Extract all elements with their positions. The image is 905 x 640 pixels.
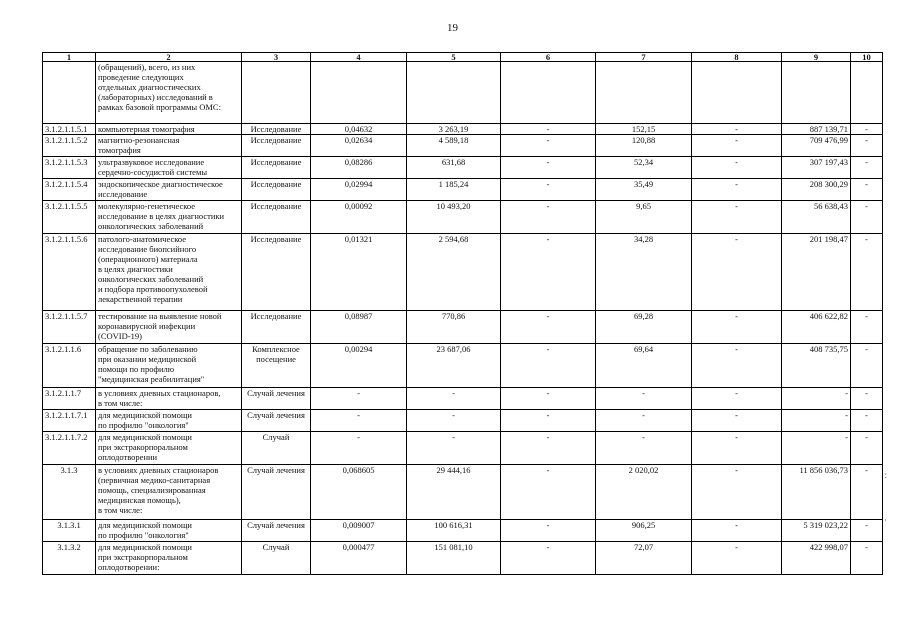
table-row — [43, 542, 883, 575]
row-name: патолого-анатомическое исследование биопсийного (операционного) материала в целях диагностики онкологических заболеваний и подбора противоопухолевой лекарственной терапии — [96, 234, 242, 311]
row-name: молекулярно-генетическое исследование в целях диагностики онкологических заболеваний — [96, 201, 242, 234]
row-name: для медицинской помощи по профилю "онкология" — [96, 410, 242, 432]
row-sum: 408 735,75 — [782, 344, 851, 388]
row-col7: 69,64 — [596, 344, 692, 388]
row-unit: Комплексное посещение — [242, 344, 311, 388]
row-name: ультразвуковое исследование сердечно-сосудистой системы — [96, 157, 242, 179]
row-name: (обращений), всего, из них проведение следующих отдельных диагностических (лабораторных) исследований в рамках базовой программы ОМС: — [96, 62, 242, 124]
row-sum: 11 856 036,73 — [782, 465, 851, 520]
row-cost: 29 444,16 — [407, 465, 501, 520]
column-header: 9 — [782, 53, 851, 62]
row-sum — [782, 62, 851, 124]
row-code: 3.1.2.1.1.5.5 — [43, 201, 96, 234]
row-col7: - — [596, 410, 692, 432]
row-cost: 3 263,19 — [407, 124, 501, 135]
row-name: для медицинской помощи по профилю "онкология" — [96, 520, 242, 542]
table-row — [43, 465, 883, 520]
row-col10: - — [851, 344, 883, 388]
row-cost: - — [407, 410, 501, 432]
row-code: 3.1.2.1.1.5.2 — [43, 135, 96, 157]
table-row — [43, 135, 883, 157]
row-code: 3.1.2.1.1.7 — [43, 388, 96, 410]
table-row — [43, 124, 883, 135]
row-code: 3.1.2.1.1.5.1 — [43, 124, 96, 135]
table-row — [43, 388, 883, 410]
row-col10: - — [851, 520, 883, 542]
row-sum: 201 198,47 — [782, 234, 851, 311]
row-col10: - — [851, 179, 883, 201]
row-col10: - — [851, 201, 883, 234]
row-unit — [242, 62, 311, 124]
row-cost: 770,86 — [407, 311, 501, 344]
column-header: 3 — [242, 53, 311, 62]
row-sum: 887 139,71 — [782, 124, 851, 135]
row-cost: 631,68 — [407, 157, 501, 179]
row-unit: Исследование — [242, 179, 311, 201]
row-name: в условиях дневных стационаров, в том числе: — [96, 388, 242, 410]
row-volume: 0,000477 — [311, 542, 407, 575]
row-unit: Случай лечения — [242, 388, 311, 410]
row-col6: - — [501, 388, 596, 410]
row-cost: 1 185,24 — [407, 179, 501, 201]
row-col6: - — [501, 124, 596, 135]
row-col6: - — [501, 157, 596, 179]
row-name: магнитно-резонансная томография — [96, 135, 242, 157]
table-row — [43, 157, 883, 179]
row-col6: - — [501, 234, 596, 311]
row-unit: Случай лечения — [242, 410, 311, 432]
row-col8: - — [692, 124, 782, 135]
row-volume: 0,08987 — [311, 311, 407, 344]
row-col8: - — [692, 465, 782, 520]
margin-mark: : — [884, 470, 887, 480]
row-col6: - — [501, 135, 596, 157]
row-col7: 9,65 — [596, 201, 692, 234]
row-col7 — [596, 62, 692, 124]
column-header: 6 — [501, 53, 596, 62]
column-header: 5 — [407, 53, 501, 62]
row-col6 — [501, 62, 596, 124]
row-unit: Исследование — [242, 201, 311, 234]
row-code: 3.1.3.2 — [43, 542, 96, 575]
row-volume: - — [311, 410, 407, 432]
row-unit: Исследование — [242, 311, 311, 344]
row-code: 3.1.3 — [43, 465, 96, 520]
header-row — [43, 53, 883, 62]
row-unit: Случай — [242, 432, 311, 465]
margin-mark: · — [884, 515, 887, 525]
row-col8: - — [692, 542, 782, 575]
row-col8: - — [692, 388, 782, 410]
row-sum: 307 197,43 — [782, 157, 851, 179]
row-code: 3.1.2.1.1.5.7 — [43, 311, 96, 344]
column-header: 1 — [43, 53, 96, 62]
row-code: 3.1.2.1.1.5.4 — [43, 179, 96, 201]
table-row — [43, 344, 883, 388]
row-col8: - — [692, 432, 782, 465]
row-name: для медицинской помощи при экстракорпоральном оплодотворении — [96, 432, 242, 465]
row-code: 3.1.2.1.1.7.2 — [43, 432, 96, 465]
table-row — [43, 62, 883, 124]
row-col8: - — [692, 410, 782, 432]
row-volume: 0,00092 — [311, 201, 407, 234]
row-col7: - — [596, 432, 692, 465]
row-name: в условиях дневных стационаров (первичная медико-санитарная помощь, специализированная медицинская помощь), в том числе: — [96, 465, 242, 520]
row-col7: 34,28 — [596, 234, 692, 311]
row-name: для медицинской помощи при экстракорпоральном оплодотворении: — [96, 542, 242, 575]
row-col6: - — [501, 344, 596, 388]
row-col8: - — [692, 520, 782, 542]
row-col6: - — [501, 542, 596, 575]
row-volume: - — [311, 432, 407, 465]
row-col8: - — [692, 234, 782, 311]
row-col6: - — [501, 410, 596, 432]
table-row — [43, 179, 883, 201]
row-sum: 5 319 023,22 — [782, 520, 851, 542]
row-col8 — [692, 62, 782, 124]
row-volume: 0,068605 — [311, 465, 407, 520]
row-volume: 0,04632 — [311, 124, 407, 135]
row-col10: - — [851, 234, 883, 311]
row-col7: 152,15 — [596, 124, 692, 135]
table-row — [43, 410, 883, 432]
row-name: обращение по заболеванию при оказании медицинской помощи по профилю "медицинская реабилитация" — [96, 344, 242, 388]
row-sum: 406 622,82 — [782, 311, 851, 344]
row-sum: 422 998,07 — [782, 542, 851, 575]
column-header: 10 — [851, 53, 883, 62]
column-header: 8 — [692, 53, 782, 62]
table-row — [43, 311, 883, 344]
row-col7: - — [596, 388, 692, 410]
row-col6: - — [501, 432, 596, 465]
row-col8: - — [692, 344, 782, 388]
row-col7: 35,49 — [596, 179, 692, 201]
row-sum: - — [782, 432, 851, 465]
row-col10: - — [851, 542, 883, 575]
row-sum: 208 300,29 — [782, 179, 851, 201]
row-col10: - — [851, 135, 883, 157]
row-col10: - — [851, 157, 883, 179]
column-header: 2 — [96, 53, 242, 62]
tariff-table — [42, 52, 883, 575]
row-sum: - — [782, 410, 851, 432]
column-header: 7 — [596, 53, 692, 62]
row-name: компьютерная томография — [96, 124, 242, 135]
row-col8: - — [692, 157, 782, 179]
row-col10: - — [851, 410, 883, 432]
row-code — [43, 62, 96, 124]
row-col10: - — [851, 432, 883, 465]
row-volume: 0,02634 — [311, 135, 407, 157]
row-cost: 151 081,10 — [407, 542, 501, 575]
row-col7: 906,25 — [596, 520, 692, 542]
row-col10: - — [851, 465, 883, 520]
row-cost: 4 589,18 — [407, 135, 501, 157]
row-col6: - — [501, 179, 596, 201]
row-col10: - — [851, 124, 883, 135]
row-volume: 0,009007 — [311, 520, 407, 542]
row-sum: - — [782, 388, 851, 410]
column-header: 4 — [311, 53, 407, 62]
row-cost — [407, 62, 501, 124]
row-volume: 0,00294 — [311, 344, 407, 388]
row-unit: Случай — [242, 542, 311, 575]
row-unit: Исследование — [242, 157, 311, 179]
row-volume — [311, 62, 407, 124]
row-col8: - — [692, 135, 782, 157]
row-sum: 709 476,99 — [782, 135, 851, 157]
row-volume: - — [311, 388, 407, 410]
row-unit: Исследование — [242, 234, 311, 311]
row-name: эндоскопическое диагностическое исследование — [96, 179, 242, 201]
row-col10 — [851, 62, 883, 124]
table-row — [43, 201, 883, 234]
row-cost: 10 493,20 — [407, 201, 501, 234]
row-col6: - — [501, 201, 596, 234]
row-cost: 2 594,68 — [407, 234, 501, 311]
row-col7: 2 020,02 — [596, 465, 692, 520]
row-code: 3.1.2.1.1.7.1 — [43, 410, 96, 432]
row-name: тестирование на выявление новой коронавирусной инфекции (COVID-19) — [96, 311, 242, 344]
row-col7: 52,34 — [596, 157, 692, 179]
page-number: 19 — [447, 22, 458, 34]
row-unit: Исследование — [242, 135, 311, 157]
row-col7: 120,88 — [596, 135, 692, 157]
row-col6: - — [501, 311, 596, 344]
row-volume: 0,01321 — [311, 234, 407, 311]
row-col6: - — [501, 465, 596, 520]
row-cost: 23 687,06 — [407, 344, 501, 388]
row-unit: Случай лечения — [242, 465, 311, 520]
row-col8: - — [692, 201, 782, 234]
row-code: 3.1.2.1.1.5.3 — [43, 157, 96, 179]
table-row — [43, 432, 883, 465]
row-col7: 72,07 — [596, 542, 692, 575]
row-unit: Исследование — [242, 124, 311, 135]
row-volume: 0,08286 — [311, 157, 407, 179]
table-row — [43, 520, 883, 542]
row-cost: - — [407, 388, 501, 410]
table-row — [43, 234, 883, 311]
row-col8: - — [692, 179, 782, 201]
row-sum: 56 638,43 — [782, 201, 851, 234]
row-col6: - — [501, 520, 596, 542]
row-col10: - — [851, 388, 883, 410]
row-unit: Случай лечения — [242, 520, 311, 542]
row-col10: - — [851, 311, 883, 344]
row-col8: - — [692, 311, 782, 344]
row-code: 3.1.2.1.1.6 — [43, 344, 96, 388]
row-col7: 69,28 — [596, 311, 692, 344]
row-code: 3.1.2.1.1.5.6 — [43, 234, 96, 311]
row-code: 3.1.3.1 — [43, 520, 96, 542]
row-cost: - — [407, 432, 501, 465]
row-volume: 0,02994 — [311, 179, 407, 201]
row-cost: 100 616,31 — [407, 520, 501, 542]
